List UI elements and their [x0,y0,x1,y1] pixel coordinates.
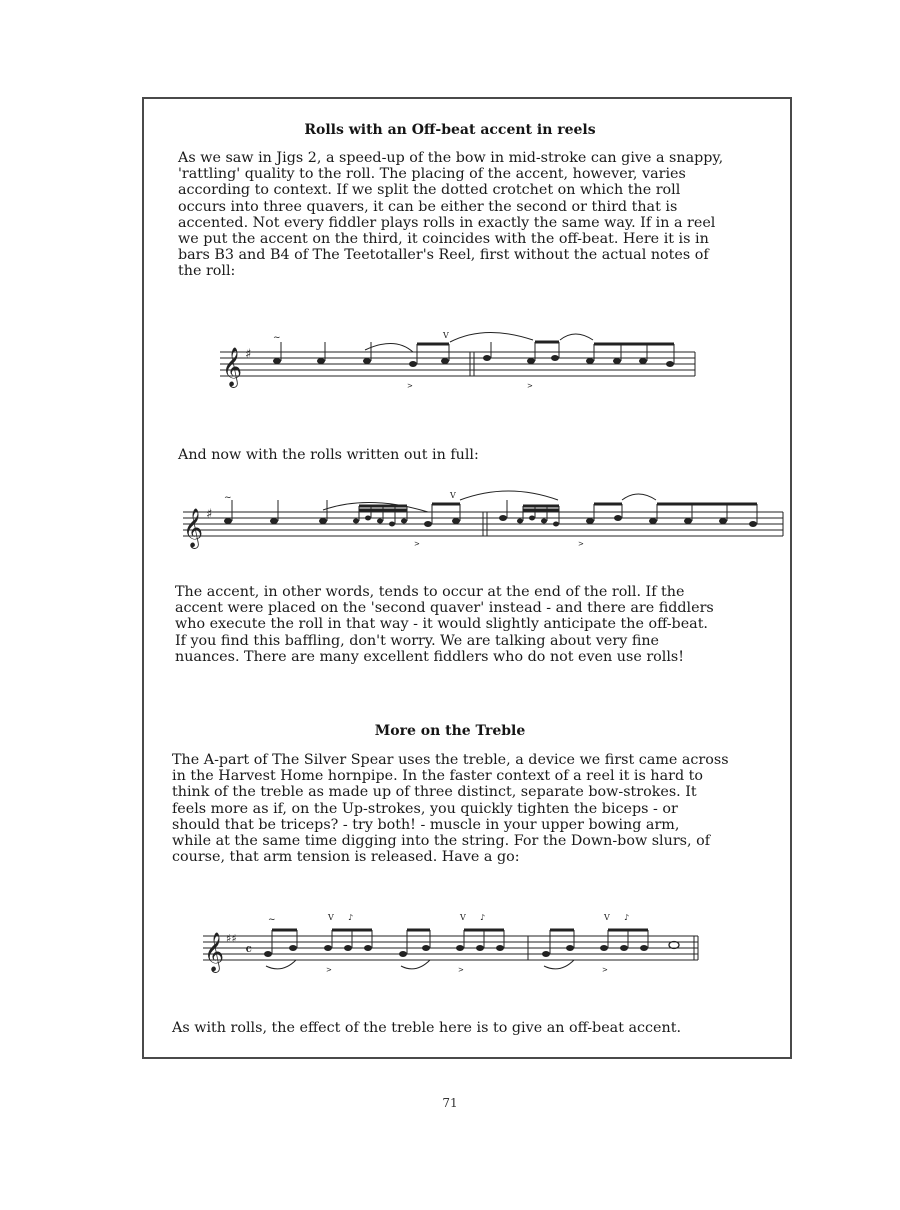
paragraph-treble [172,752,729,865]
svg-text:𝄞: 𝄞 [222,347,243,387]
svg-text:♪: ♪ [480,913,486,922]
svg-text:V: V [460,913,466,922]
text-line: should that be triceps? - try both! - muscle in your upper bowing arm, [172,816,680,833]
text-line: we put the accent on the third, it coincides with the off-beat. Here it is in [178,231,709,248]
text-line: The A-part of The Silver Spear uses the treble, a device we first came across [172,752,729,768]
music-staff-3 [198,910,718,980]
svg-text:~: ~ [224,493,232,503]
svg-text:V: V [443,331,449,340]
svg-text:>: > [527,382,533,390]
svg-text:>: > [578,540,584,548]
svg-text:♪: ♪ [348,913,354,922]
text-line: according to context. If we split the dotted crotchet on which the roll [178,182,681,199]
svg-text:>: > [414,540,420,548]
text-line: who execute the roll in that way - it would slightly anticipate the off-beat. [175,616,708,633]
text-line: nuances. There are many excellent fiddlers who do not even use rolls! [175,648,685,665]
svg-text:>: > [602,966,608,974]
svg-text:V: V [328,913,334,922]
text-line: bars B3 and B4 of The Teetotaller's Reel, first without the actual notes of [178,247,709,264]
svg-text:>: > [326,966,332,974]
text-line: course, that arm tension is released. Have a go: [172,849,520,866]
paragraph-rolls-intro [178,150,723,280]
text-line: feels more as if, on the Up-strokes, you quickly tighten the biceps - or [172,800,678,817]
section-heading-treble: More on the Treble [374,723,526,739]
text-line: And now with the rolls written out in full: [178,447,479,463]
text-line: As we saw in Jigs 2, a speed-up of the bow in mid-stroke can give a snappy, [178,150,724,166]
svg-text:>: > [407,382,413,390]
text-line: occurs into three quavers, it can be either the second or third that is [178,198,678,215]
svg-text:♯: ♯ [206,507,213,522]
text-line: while at the same time digging into the string. For the Down-bow slurs, of [172,833,710,850]
music-staff-1 [215,322,715,392]
music-staff-2 [178,484,788,554]
text-line: The accent, in other words, tends to occur at the end of the roll. If the [175,584,685,600]
text-line: accent were placed on the 'second quaver' instead - and there are fiddlers [175,600,714,617]
svg-text:𝄴: 𝄴 [245,940,253,959]
text-line: in the Harvest Home hornpipe. In the faster context of a reel it is hard to [172,768,703,785]
svg-text:𝄞: 𝄞 [183,508,204,548]
svg-text:♯: ♯ [245,347,252,362]
text-line: 'rattling' quality to the roll. The placing of the accent, however, varies [178,166,686,183]
svg-text:V: V [604,913,610,922]
svg-text:𝄞: 𝄞 [204,932,225,972]
text-line: If you find this baffling, don't worry. We are talking about very fine [175,632,660,649]
svg-text:♯♯: ♯♯ [226,932,237,945]
text-line: think of the treble as made up of three distinct, separate bow-strokes. It [172,784,697,801]
text-line: As with rolls, the effect of the treble here is to give an off-beat accent. [172,1020,681,1036]
text-line: accented. Not every fiddler plays rolls in exactly the same way. If in a reel [178,214,716,231]
page-number: 71 [442,1096,458,1110]
svg-text:V: V [450,491,456,500]
section-heading-rolls: Rolls with an Off-beat accent in reels [304,122,596,138]
svg-text:♪: ♪ [624,913,630,922]
svg-text:~: ~ [273,333,281,343]
svg-text:~: ~ [268,915,276,925]
paragraph-rolls-written-out [178,447,479,463]
paragraph-accent-explanation [175,584,714,665]
paragraph-treble-closing [172,1020,681,1036]
text-line: the roll: [178,263,236,280]
svg-text:>: > [458,966,464,974]
